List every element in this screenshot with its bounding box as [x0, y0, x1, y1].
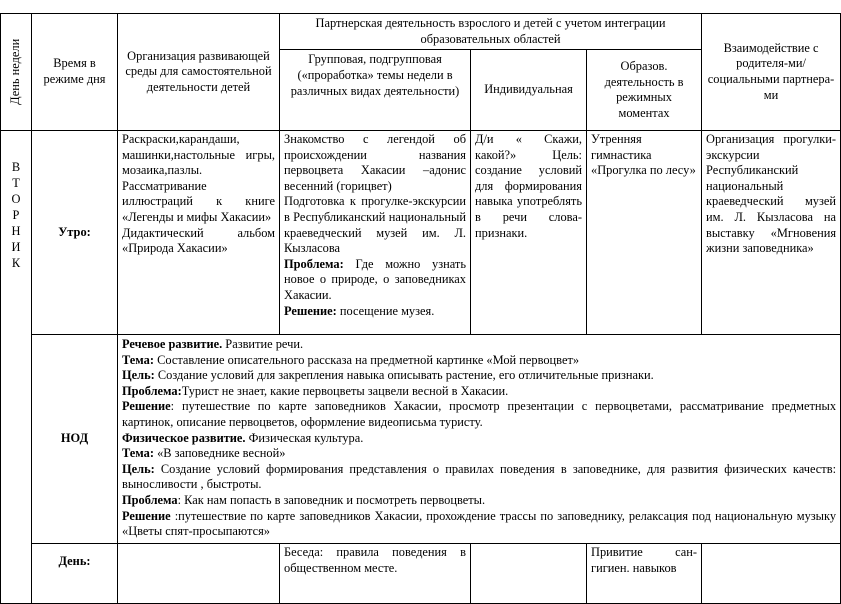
- weekday-letter: О: [11, 192, 21, 206]
- weekday-cell: [1, 131, 32, 604]
- weekday-letter: К: [11, 256, 21, 270]
- speech-title: [122, 337, 836, 353]
- header-interaction: Взаимодействие с родителя-ми/ социальными партнера-ми: [702, 14, 841, 131]
- header-partner-activity: Партнерская деятельность взрослого и детей с учетом интеграции образовательных областей: [280, 14, 702, 50]
- weekday-letter: Н: [11, 224, 21, 238]
- morning-group-prep: Подготовка к прогулке-экскурсии в Республиканский национальный краеведческий музей им. Л. Кызласова: [284, 194, 466, 256]
- problem-label: Проблема:: [122, 383, 182, 398]
- solution-text: :путешествие по карте заповедников Хакасии, прохождение трассы по заповеднику, релаксация под национальную музыку «Цветы спят-просыпаются»: [122, 508, 837, 539]
- physical-theme: [122, 446, 836, 462]
- morning-env-item: Рассматривание иллюстраций к книге «Легенды и мифы Хакасии»: [122, 178, 275, 224]
- morning-row: [1, 131, 841, 335]
- header-group-activity: Групповая, подгрупповая («проработка» темы недели в различных видах деятельности): [280, 50, 471, 131]
- solution-text: : путешествие по карте заповедников Хакасии, просмотр презентации с первоцветами, рассматривание предметных картинок, описание первоцветов, оформление видеописьма туристу.: [122, 399, 837, 429]
- theme-text: Составление описательного рассказа на предметной картинке «Мой первоцвет»: [153, 352, 580, 367]
- weekday-letter: В: [11, 160, 21, 174]
- nod-label: НОД: [32, 335, 118, 544]
- goal-text: Создание условий формирования представления о правилах поведения в заповеднике, для развития физических качеств: выносливости , быстроты.: [122, 461, 837, 492]
- problem-label: Проблема:: [284, 256, 344, 271]
- weekday-letter: И: [11, 240, 21, 254]
- header-individual: Индивидуальная: [471, 50, 587, 131]
- speech-title-bold: Речевое развитие.: [122, 337, 223, 351]
- solution-label: Решение: [122, 508, 171, 523]
- theme-label: Тема:: [122, 446, 154, 461]
- morning-group-solution: [284, 304, 466, 320]
- header-regime-moments: Образов. деятельность в режимных моментах: [587, 50, 702, 131]
- morning-group-intro: Знакомство с легендой об происхождении названия первоцвета Хакасии –адонис весенний (горицвет): [284, 132, 466, 193]
- speech-goal: [122, 368, 836, 384]
- solution-label: Решение: [122, 399, 171, 414]
- speech-title-rest: Развитие речи.: [222, 337, 304, 351]
- morning-env-cell: [118, 131, 280, 335]
- morning-individual: Д/и « Скажи, какой?» Цель: создание условий для формирования навыка употреблять в речи слова-признаки.: [471, 131, 587, 335]
- day-env-cell: [118, 544, 280, 604]
- goal-label: Цель:: [122, 368, 155, 383]
- header-day-of-week-cell: [1, 14, 32, 131]
- problem-text: Где можно узнать новое о природе, о заповедниках Хакасии.: [284, 256, 466, 302]
- day-row: [1, 544, 841, 604]
- problem-text: Турист не знает, какие первоцветы зацвели весной в Хакасии.: [181, 383, 509, 398]
- solution-text: посещение музея.: [336, 303, 435, 318]
- day-regime: Привитие сан-гигиен. навыков: [587, 544, 702, 604]
- morning-env-item: Дидактический альбом «Природа Хакасии»: [122, 225, 275, 256]
- speech-solution: [122, 399, 836, 430]
- weekday-letter: Р: [12, 208, 20, 222]
- physical-title-rest: Физическая культура.: [245, 430, 364, 445]
- physical-goal: [122, 462, 836, 493]
- header-time-in-mode: Время в режиме дня: [32, 14, 118, 131]
- weekday-letter: Т: [12, 176, 20, 190]
- goal-text: Создание условий для закрепления навыка описывать растение, его отличительные признаки.: [154, 368, 654, 383]
- weekly-plan-table: [0, 13, 841, 604]
- morning-env-item: Раскраски,карандаши, машинки,настольные игры, мозаика,пазлы.: [122, 132, 275, 178]
- header-row-top: [1, 14, 841, 50]
- header-day-of-week: День недели: [8, 38, 23, 105]
- morning-group-cell: [280, 131, 471, 335]
- morning-regime: Утренняя гимнастика «Прогулка по лесу»: [587, 131, 702, 335]
- morning-group-problem: [284, 257, 466, 304]
- day-group: Беседа: правила поведения в общественном месте.: [280, 544, 471, 604]
- physical-problem: [122, 493, 836, 509]
- speech-theme: [122, 353, 836, 369]
- goal-label: Цель:: [122, 461, 155, 476]
- speech-problem: [122, 384, 836, 400]
- physical-solution: [122, 509, 836, 540]
- problem-text: : Как нам попасть в заповедник и посмотреть первоцветы.: [177, 492, 486, 507]
- solution-label: Решение:: [284, 303, 337, 318]
- day-individual-cell: [471, 544, 587, 604]
- nod-row: [1, 335, 841, 544]
- header-env-organization: Организация развивающей среды для самостоятельной деятельности детей: [118, 14, 280, 131]
- nod-content-cell: [118, 335, 841, 544]
- theme-text: «В заповеднике весной»: [153, 446, 286, 461]
- day-interaction-cell: [702, 544, 841, 604]
- problem-label: Проблема: [122, 492, 178, 507]
- day-label: День:: [32, 544, 118, 604]
- physical-title: [122, 431, 836, 447]
- theme-label: Тема:: [122, 352, 154, 367]
- morning-interaction: Организация прогулки-экскурсии Республиканский национальный краеведческий музей им. Л. Кызласова на выставку «Мгновения жизни заповедника»: [702, 131, 841, 335]
- physical-title-bold: Физическое развитие.: [122, 430, 246, 445]
- morning-label: Утро:: [32, 131, 118, 335]
